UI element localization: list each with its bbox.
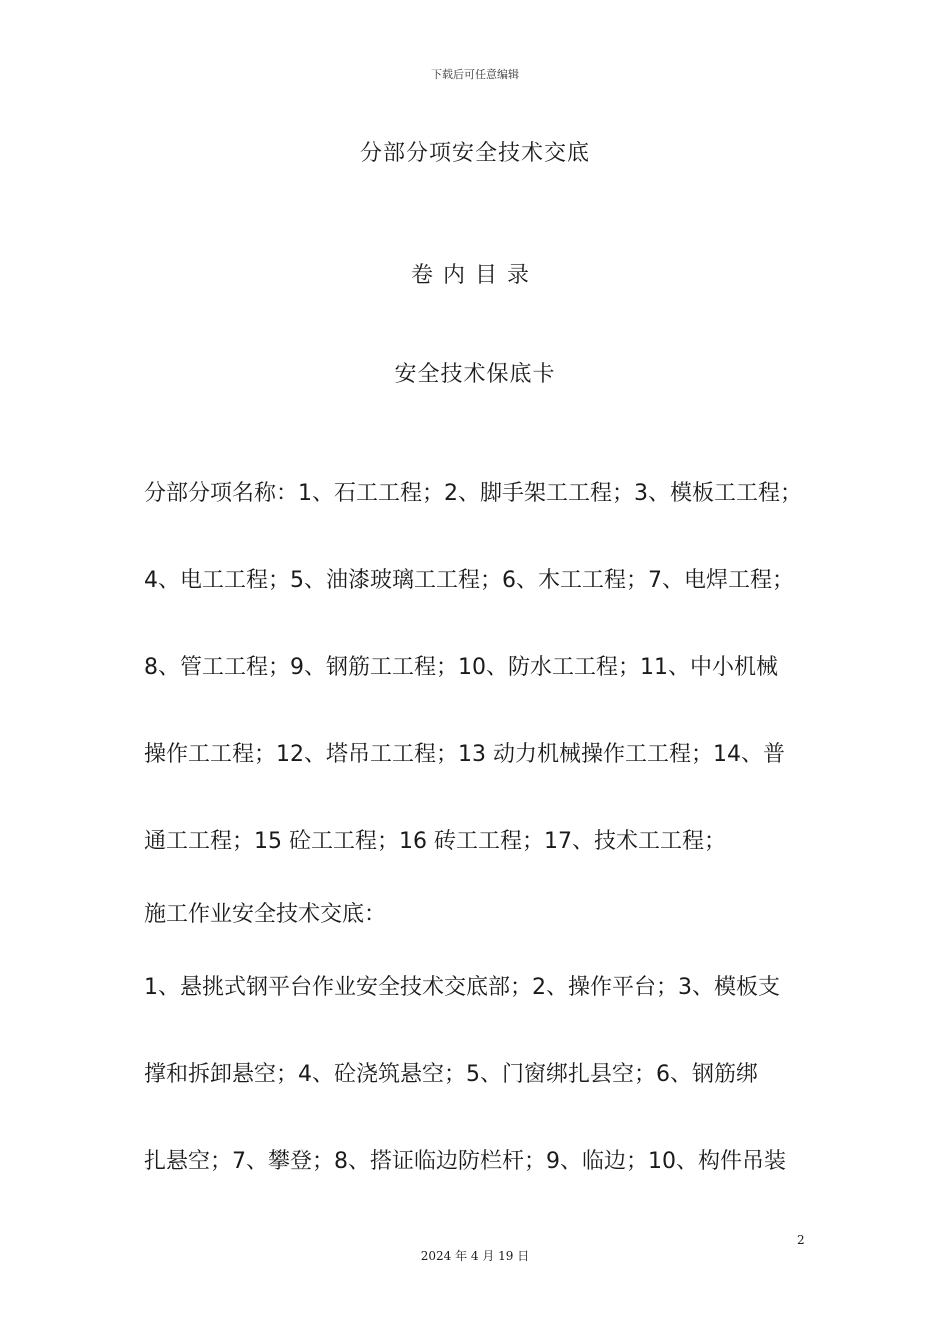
- body-line: 4、电工工程；5、油漆玻璃工工程；6、木工工程；7、电焊工程；: [144, 568, 794, 593]
- body-line: 扎悬空；7、攀登；8、搭证临边防栏杆；9、临边；10、构件吊装: [144, 1149, 786, 1174]
- footer-date: 2024 年 4 月 19 日: [420, 1249, 530, 1263]
- body-line: 通工工程；15 砼工工程；16 砖工工程；17、技术工工程；: [144, 829, 726, 854]
- body-line: 1、悬挑式钢平台作业安全技术交底部；2、操作平台；3、模板支: [144, 975, 780, 1000]
- body-line: 8、管工工程；9、钢筋工工程；10、防水工工程；11、中小机械: [144, 655, 778, 680]
- page-header-note: 下载后可任意编辑: [431, 68, 519, 81]
- body-line: 撑和拆卸悬空；4、砼浇筑悬空；5、门窗绑扎县空；6、钢筋绑: [144, 1062, 758, 1087]
- body-line: 操作工工程；12、塔吊工工程；13 动力机械操作工工程；14、普: [144, 742, 785, 767]
- section-heading: 施工作业安全技术交底：: [144, 902, 387, 927]
- main-title: 分部分项安全技术交底: [359, 141, 590, 166]
- page-number: 2: [797, 1233, 805, 1247]
- card-title: 安全技术保底卡: [394, 362, 556, 387]
- body-line: 分部分项名称：1、石工工程；2、脚手架工工程；3、模板工工程；: [144, 481, 802, 506]
- toc-title: 卷内目录: [410, 263, 539, 288]
